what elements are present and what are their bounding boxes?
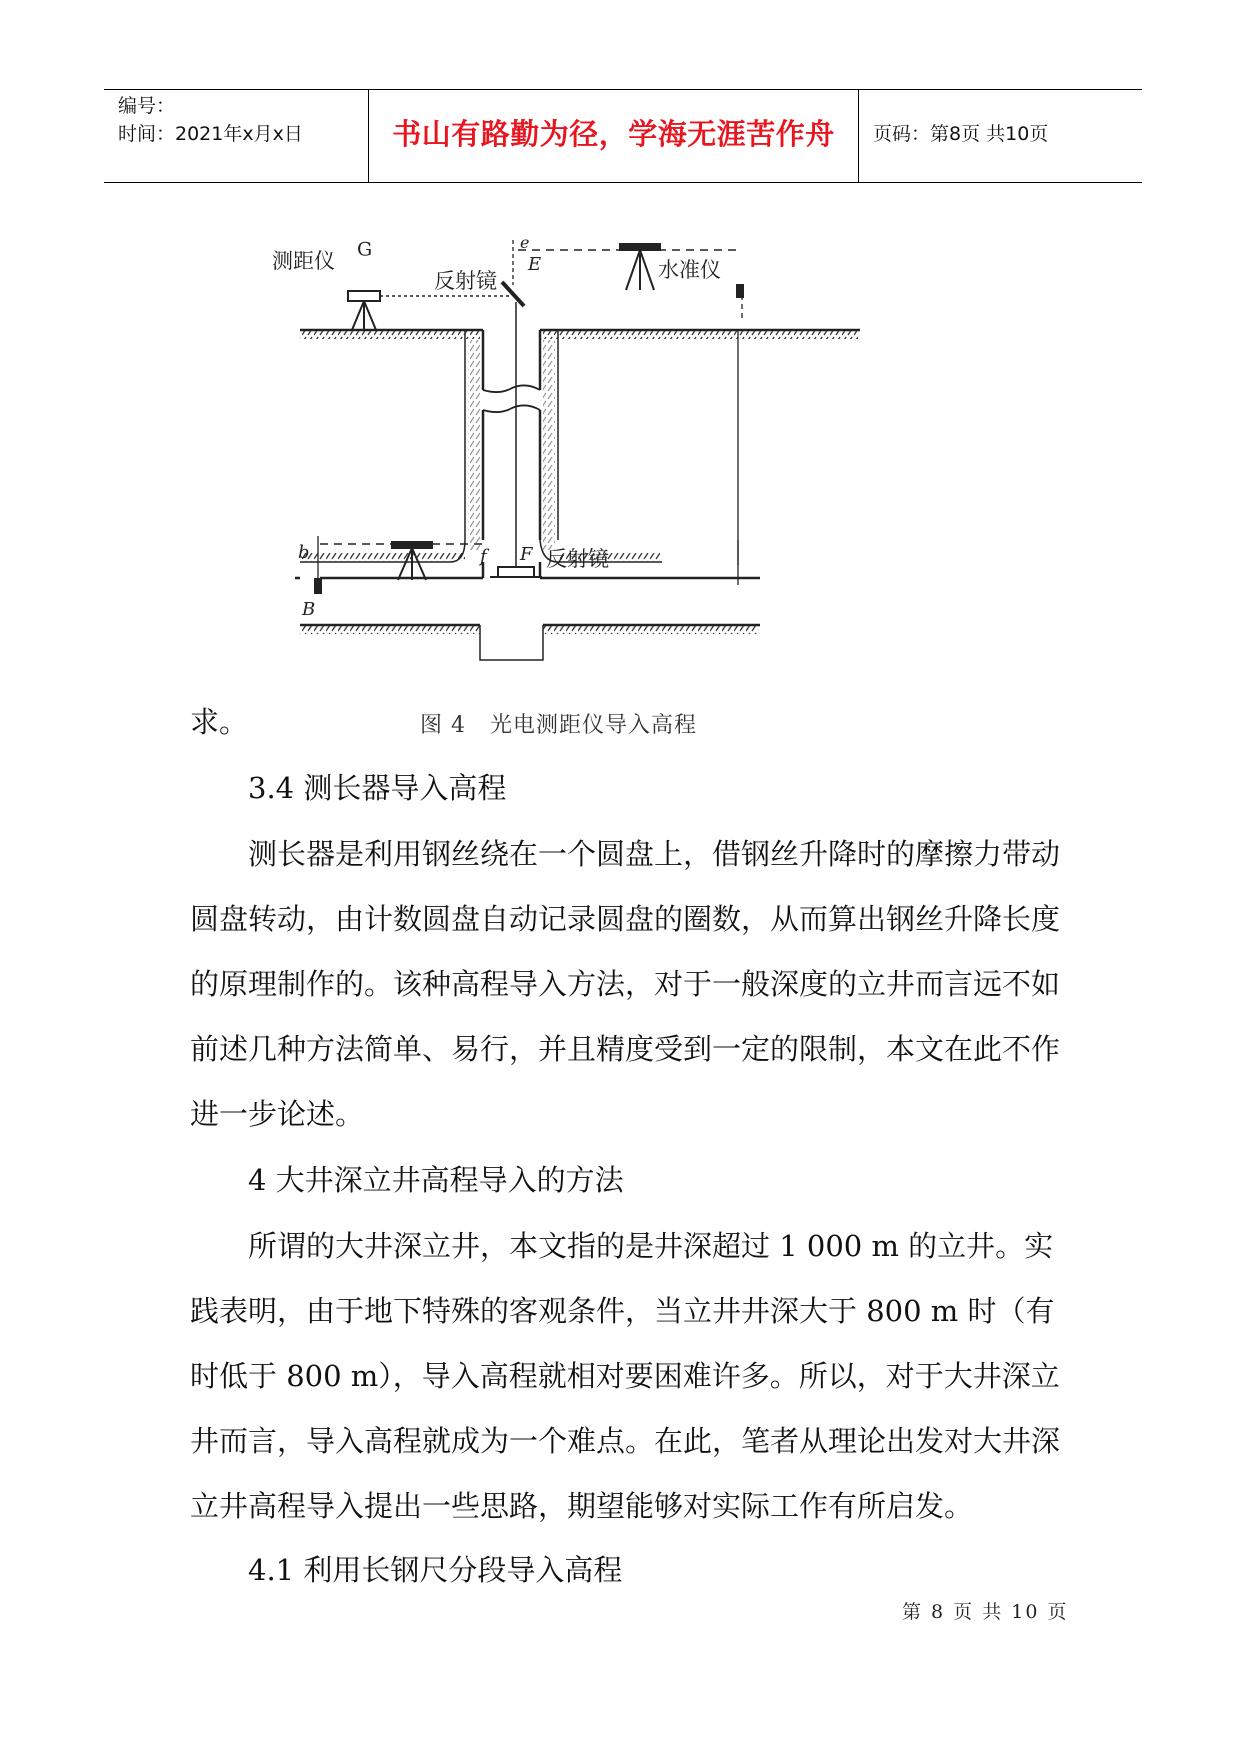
paragraph-3-4-text: 测长器是利用钢丝绕在一个圆盘上，借钢丝升降时的摩擦力带动圆盘转动，由计数圆盘自动记录圆盘的圈数，从而算出钢丝升降长度的原理制作的。该种高程导入方法，对于一般深度的立井而言远不如前述几种方法简单、易行，并且精度受到一定的限制，本文在此不作进一步论述。 (190, 837, 1061, 1131)
heading-4-text: 4 大井深立井高程导入的方法 (248, 1163, 624, 1197)
text-line-qiu: 求。 (190, 705, 249, 739)
time-label: 时间：2021年x月x日 (118, 123, 303, 145)
label-rangefinder: 测距仪 (272, 249, 335, 273)
diagram-svg (272, 233, 870, 700)
shaft-diagram (272, 233, 870, 700)
header-meta (104, 90, 369, 182)
label-B: B (302, 599, 316, 620)
label-G: G (357, 238, 373, 261)
header-page-cell (859, 90, 1142, 182)
label-reflector-top: 反射镜 (434, 269, 497, 293)
header-motto-cell (369, 90, 859, 182)
label-f: f (480, 546, 487, 567)
rangefinder-icon (348, 291, 380, 330)
shaft-walls (483, 330, 540, 540)
label-E: E (528, 254, 542, 275)
heading-4-1 (190, 1538, 1060, 1603)
page-info: 页码：第8页 共10页 (873, 122, 1049, 145)
paragraph-4 (190, 1214, 1060, 1539)
figure-caption: 图 4 光电测距仪导入高程 (420, 713, 697, 738)
paragraph-3-4 (190, 822, 1060, 1147)
heading-3-4-text: 3.4 测长器导入高程 (248, 771, 507, 805)
heading-3-4 (190, 756, 1060, 821)
heading-4 (190, 1148, 1060, 1213)
page-footer: 第 8 页 共 10 页 (902, 1601, 1069, 1623)
motto: 书山有路勤为径，学海无涯苦作舟 (392, 116, 835, 151)
label-e: e (520, 233, 530, 252)
label-F: F (520, 544, 533, 565)
page-header (104, 89, 1142, 183)
label-level: 水准仪 (658, 258, 721, 282)
label-b: b (298, 542, 310, 563)
top-reflector-icon (502, 282, 524, 306)
heading-4-1-text: 4.1 利用长钢尺分段导入高程 (248, 1553, 623, 1587)
bottom-reflector-icon (498, 567, 534, 577)
number-label: 编号： (118, 95, 176, 117)
paragraph-4-text: 所谓的大井深立井，本文指的是井深超过 1 000 m 的立井。实践表明，由于地下特殊的客观条件，当立井井深大于 800 m 时（有时低于 800 m），导入高程就相对要困难许多。所以，对于大井深立井而言，导入高程就成为一个难点。在此，笔者从理论出发对大井深立井高程导入提出一些思路，期望能够对实际工作有所启发。 (190, 1229, 1061, 1523)
label-reflector-bottom: 反射镜 (546, 547, 609, 571)
level-top-icon (620, 244, 660, 290)
